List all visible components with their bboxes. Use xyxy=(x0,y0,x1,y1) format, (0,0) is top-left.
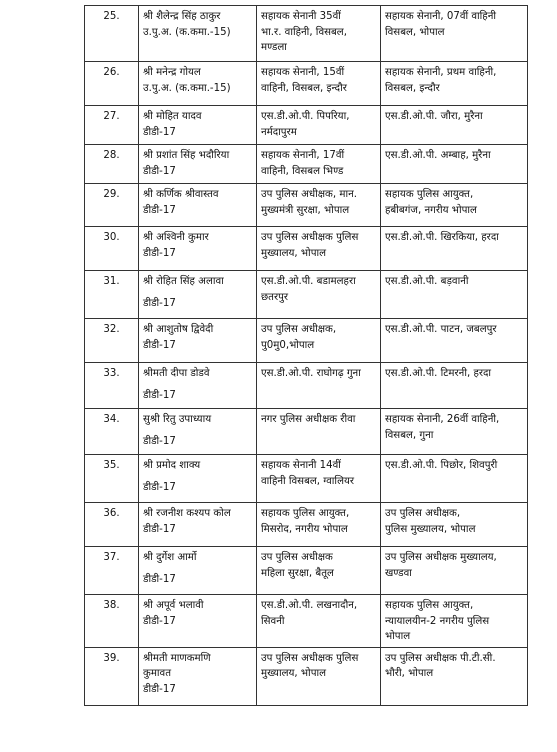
current-posting-line: वाहिनी, विसबल, इन्दौर xyxy=(261,82,347,94)
table-row xyxy=(85,271,528,319)
new-posting-line: एस.डी.ओ.पी. बड़वानी xyxy=(385,276,469,287)
current-posting-cell xyxy=(257,106,381,145)
current-posting-cell xyxy=(257,6,381,62)
serial-number-cell: 36. xyxy=(85,503,139,547)
new-posting-line: सहायक सेनानी, 26वीं वाहिनी, xyxy=(385,414,500,425)
current-posting-line: मिसरोद, नगरीय भोपाल xyxy=(261,523,348,535)
current-posting-line: नगर पुलिस अधीक्षक रीवा xyxy=(261,414,356,425)
new-posting-cell xyxy=(381,455,528,503)
table-row xyxy=(85,184,528,227)
current-posting-line: महिला सुरक्षा, बैतूल xyxy=(261,567,334,579)
table-row xyxy=(85,227,528,271)
current-posting-line: मुख्यालय, भोपाल xyxy=(261,247,327,259)
table-row xyxy=(85,595,528,648)
officer-name-cell xyxy=(139,6,257,62)
serial-number-cell: 28. xyxy=(85,145,139,184)
officer-name-line: श्री मोहित यादव xyxy=(143,111,202,122)
current-posting-line: सहायक सेनानी 35वीं xyxy=(261,11,341,22)
new-posting-line: एस.डी.ओ.पी. अम्बाह, मुरैना xyxy=(385,150,491,161)
current-posting-line: छतरपुर xyxy=(261,291,289,303)
officer-name-line: श्री दुर्गेश आर्मो xyxy=(143,552,197,563)
officer-name-line: श्री अश्विनी कुमार xyxy=(143,232,209,243)
new-posting-line: उप पुलिस अधीक्षक, xyxy=(385,508,461,519)
new-posting-line: उप पुलिस अधीक्षक मुख्यालय, xyxy=(385,552,497,563)
table-row xyxy=(85,62,528,106)
current-posting-line: सहायक सेनानी, 17वीं xyxy=(261,150,345,161)
current-posting-line: सहायक पुलिस आयुक्त, xyxy=(261,508,350,519)
current-posting-cell xyxy=(257,227,381,271)
officer-name-cell xyxy=(139,409,257,455)
new-posting-cell xyxy=(381,227,528,271)
officer-name-line: डीडी-17 xyxy=(143,481,176,493)
current-posting-cell xyxy=(257,62,381,106)
serial-number-cell: 30. xyxy=(85,227,139,271)
new-posting-line: खण्डवा xyxy=(385,567,412,579)
current-posting-cell xyxy=(257,363,381,409)
officer-name-line: डीडी-17 xyxy=(143,389,176,401)
current-posting-line: उप पुलिस अधीक्षक पुलिस xyxy=(261,232,359,243)
officer-name-line: डीडी-17 xyxy=(143,339,176,351)
current-posting-cell xyxy=(257,145,381,184)
current-posting-line: भा.र. वाहिनी, विसबल, xyxy=(261,26,347,38)
new-posting-cell xyxy=(381,409,528,455)
current-posting-line: सिवनी xyxy=(261,615,285,627)
current-posting-line: उप पुलिस अधीक्षक, मान. xyxy=(261,189,357,200)
current-posting-line: मुख्यमंत्री सुरक्षा, भोपाल xyxy=(261,204,350,216)
new-posting-cell xyxy=(381,271,528,319)
new-posting-line: एस.डी.ओ.पी. टिमरनी, हरदा xyxy=(385,368,492,379)
current-posting-line: मुख्यालय, भोपाल xyxy=(261,668,327,679)
officer-name-line: श्रीमती दीपा डोडवे xyxy=(143,368,210,379)
table-row xyxy=(85,455,528,503)
table-row xyxy=(85,6,528,62)
serial-number-cell: 26. xyxy=(85,62,139,106)
officer-name-line: डीडी-17 xyxy=(143,165,176,177)
current-posting-cell xyxy=(257,455,381,503)
officer-name-cell xyxy=(139,363,257,409)
table-row xyxy=(85,547,528,595)
officer-name-cell xyxy=(139,227,257,271)
officer-name-line: श्री आशुतोष द्विवेदी xyxy=(143,324,214,335)
table-row xyxy=(85,363,528,409)
new-posting-cell xyxy=(381,503,528,547)
new-posting-line: सहायक पुलिस आयुक्त, xyxy=(385,189,474,200)
new-posting-cell xyxy=(381,547,528,595)
new-posting-line: विसबल, भोपाल xyxy=(385,26,445,38)
new-posting-cell xyxy=(381,106,528,145)
transfer-table-body xyxy=(85,6,528,706)
new-posting-line: सहायक सेनानी, 07वीं वाहिनी xyxy=(385,11,497,22)
officer-name-cell xyxy=(139,503,257,547)
new-posting-line: पुलिस मुख्यालय, भोपाल xyxy=(385,523,476,535)
officer-name-cell xyxy=(139,319,257,363)
new-posting-line: भौरी, भोपाल xyxy=(385,668,434,679)
serial-number-cell: 27. xyxy=(85,106,139,145)
current-posting-line: सहायक सेनानी 14वीं xyxy=(261,460,341,471)
serial-number-cell: 33. xyxy=(85,363,139,409)
new-posting-line: भोपाल xyxy=(385,631,411,642)
officer-name-line: डीडी-17 xyxy=(143,573,176,585)
current-posting-line: सहायक सेनानी, 15वीं xyxy=(261,67,345,78)
new-posting-cell xyxy=(381,6,528,62)
officer-name-line: डीडी-17 xyxy=(143,247,176,259)
officer-name-line: श्री शैलेन्द्र सिंह ठाकुर xyxy=(143,11,221,22)
officer-name-line: डीडी-17 xyxy=(143,297,176,309)
serial-number-cell: 35. xyxy=(85,455,139,503)
current-posting-line: एस.डी.ओ.पी. बडामलहरा xyxy=(261,276,356,287)
officer-name-cell xyxy=(139,647,257,705)
serial-number-cell: 29. xyxy=(85,184,139,227)
table-row xyxy=(85,319,528,363)
current-posting-cell xyxy=(257,271,381,319)
current-posting-line: नर्मदापुरम xyxy=(261,126,297,138)
officer-name-cell xyxy=(139,455,257,503)
new-posting-cell xyxy=(381,145,528,184)
officer-name-line: डीडी-17 xyxy=(143,435,176,447)
officer-name-line: उ.पु.अ. (क.कमा.-15) xyxy=(143,82,231,94)
officer-name-line: कुमावत xyxy=(143,668,172,679)
officer-name-cell xyxy=(139,145,257,184)
current-posting-line: वाहिनी विसबल, ग्वालियर xyxy=(261,475,355,487)
officer-name-line: डीडी-17 xyxy=(143,126,176,138)
current-posting-cell xyxy=(257,595,381,648)
officer-name-line: डीडी-17 xyxy=(143,204,176,216)
officer-name-line: सुश्री रितु उपाध्याय xyxy=(143,414,212,425)
current-posting-line: एस.डी.ओ.पी. राघोगढ़ गुना xyxy=(261,368,361,379)
new-posting-cell xyxy=(381,184,528,227)
current-posting-line: एस.डी.ओ.पी. लखनादौन, xyxy=(261,600,358,611)
officer-name-cell xyxy=(139,271,257,319)
serial-number-cell: 38. xyxy=(85,595,139,648)
current-posting-line: उप पुलिस अधीक्षक xyxy=(261,552,333,563)
current-posting-line: पु0मु0,भोपाल xyxy=(261,339,315,351)
table-row xyxy=(85,145,528,184)
new-posting-line: एस.डी.ओ.पी. जौरा, मुरैना xyxy=(385,111,483,122)
officer-name-line: श्री अपूर्व भलावी xyxy=(143,600,204,611)
new-posting-line: सहायक पुलिस आयुक्त, xyxy=(385,600,474,611)
officer-name-line: डीडी-17 xyxy=(143,615,176,627)
officer-name-cell xyxy=(139,547,257,595)
transfer-table xyxy=(84,5,528,706)
new-posting-line: सहायक सेनानी, प्रथम वाहिनी, xyxy=(385,67,497,78)
officer-name-cell xyxy=(139,106,257,145)
current-posting-cell xyxy=(257,184,381,227)
officer-name-cell xyxy=(139,184,257,227)
new-posting-cell xyxy=(381,595,528,648)
serial-number-cell: 37. xyxy=(85,547,139,595)
serial-number-cell: 32. xyxy=(85,319,139,363)
officer-name-line: डीडी-17 xyxy=(143,523,176,535)
new-posting-line: एस.डी.ओ.पी. पाटन, जबलपुर xyxy=(385,324,497,335)
current-posting-line: मण्डला xyxy=(261,42,287,53)
new-posting-line: विसबल, गुना xyxy=(385,429,434,441)
current-posting-line: एस.डी.ओ.पी. पिपरिया, xyxy=(261,111,350,122)
officer-name-cell xyxy=(139,62,257,106)
officer-name-line: श्री रोहित सिंह अलावा xyxy=(143,276,224,287)
new-posting-cell xyxy=(381,363,528,409)
current-posting-cell xyxy=(257,547,381,595)
current-posting-cell xyxy=(257,319,381,363)
new-posting-cell xyxy=(381,319,528,363)
new-posting-line: विसबल, इन्दौर xyxy=(385,82,440,94)
new-posting-line: हबीबगंज, नगरीय भोपाल xyxy=(385,204,477,216)
table-row xyxy=(85,106,528,145)
officer-name-line: श्री कर्णिक श्रीवास्तव xyxy=(143,189,219,200)
current-posting-cell xyxy=(257,647,381,705)
current-posting-line: वाहिनी, विसबल भिण्ड xyxy=(261,165,344,177)
officer-name-cell xyxy=(139,595,257,648)
new-posting-line: उप पुलिस अधीक्षक पी.टी.सी. xyxy=(385,652,496,664)
officer-name-line: डीडी-17 xyxy=(143,683,176,695)
table-row xyxy=(85,503,528,547)
serial-number-cell: 31. xyxy=(85,271,139,319)
serial-number-cell: 25. xyxy=(85,6,139,62)
new-posting-line: एस.डी.ओ.पी. पिछोर, शिवपुरी xyxy=(385,460,498,471)
officer-name-line: श्री प्रमोद शाक्य xyxy=(143,460,201,471)
serial-number-cell: 34. xyxy=(85,409,139,455)
new-posting-cell xyxy=(381,647,528,705)
officer-name-line: उ.पु.अ. (क.कमा.-15) xyxy=(143,26,231,38)
new-posting-line: न्यायालयीन-2 नगरीय पुलिस xyxy=(385,615,490,627)
serial-number-cell: 39. xyxy=(85,647,139,705)
new-posting-cell xyxy=(381,62,528,106)
officer-name-line: श्री मनेन्द्र गोयल xyxy=(143,67,201,78)
new-posting-line: एस.डी.ओ.पी. खिरकिया, हरदा xyxy=(385,232,499,243)
table-row xyxy=(85,647,528,705)
current-posting-line: उप पुलिस अधीक्षक पुलिस xyxy=(261,652,359,664)
current-posting-cell xyxy=(257,409,381,455)
officer-name-line: श्रीमती माणकमणि xyxy=(143,652,211,664)
officer-name-line: श्री प्रशांत सिंह भदौरिया xyxy=(143,150,230,161)
officer-name-line: श्री रजनीश कश्यप कोल xyxy=(143,508,231,519)
current-posting-cell xyxy=(257,503,381,547)
current-posting-line: उप पुलिस अधीक्षक, xyxy=(261,324,337,335)
table-row xyxy=(85,409,528,455)
